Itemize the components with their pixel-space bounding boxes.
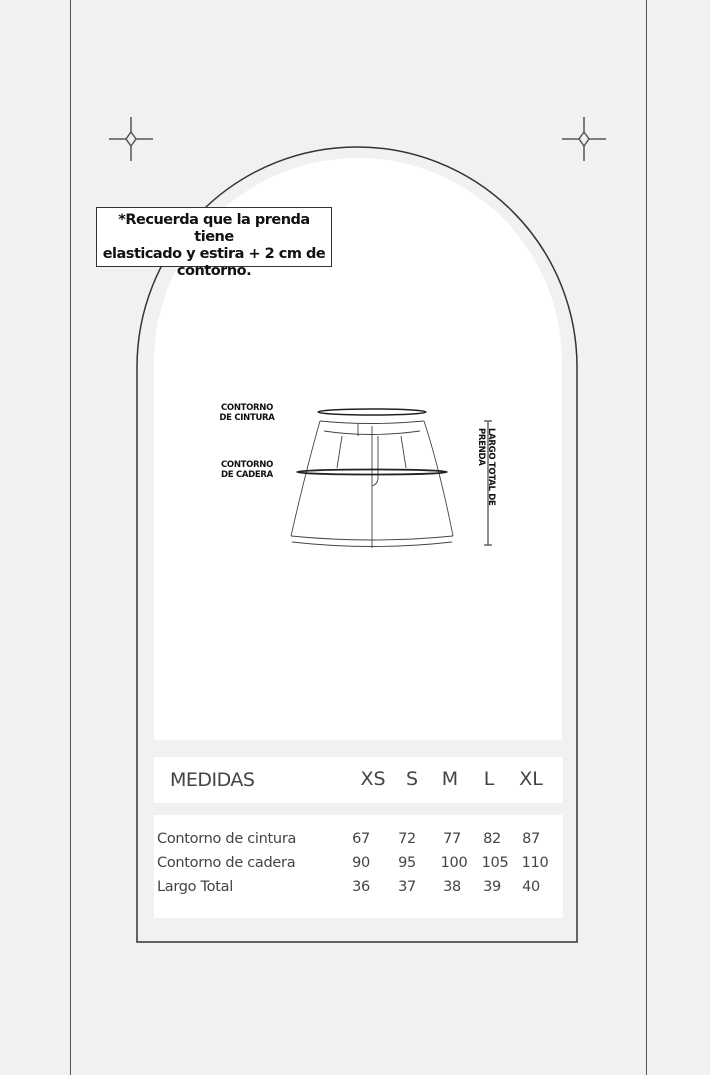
table-cell: 105 bbox=[481, 855, 509, 871]
size-table-body bbox=[154, 815, 563, 918]
table-cell: 95 bbox=[398, 855, 416, 871]
table-cell: 38 bbox=[443, 879, 461, 895]
size-header: M bbox=[441, 768, 459, 790]
size-table-header bbox=[154, 757, 563, 803]
table-cell: 72 bbox=[398, 831, 416, 847]
waist-label: CONTORNO DE CINTURA bbox=[219, 403, 275, 423]
sparkle-icon bbox=[562, 117, 606, 161]
length-label: LARGO TOTAL DE PRENDA bbox=[476, 428, 496, 506]
table-cell: 87 bbox=[522, 831, 540, 847]
size-header: L bbox=[483, 768, 495, 790]
row-label: Largo Total bbox=[157, 879, 233, 895]
table-cell: 110 bbox=[521, 855, 549, 871]
table-cell: 67 bbox=[352, 831, 370, 847]
table-cell: 37 bbox=[398, 879, 416, 895]
table-cell: 39 bbox=[483, 879, 501, 895]
size-header: S bbox=[405, 768, 419, 790]
elastic-note bbox=[96, 207, 332, 279]
table-cell: 100 bbox=[440, 855, 468, 871]
sparkle-icon bbox=[109, 117, 153, 161]
note-line-1: *Recuerda que la prenda tiene bbox=[118, 212, 310, 245]
table-cell: 77 bbox=[443, 831, 461, 847]
row-label: Contorno de cintura bbox=[157, 831, 297, 847]
row-label: Contorno de cadera bbox=[157, 855, 296, 871]
note-line-3: contorno. bbox=[176, 263, 252, 279]
size-header: XS bbox=[360, 768, 386, 790]
size-header: XL bbox=[519, 768, 543, 790]
table-title: MEDIDAS bbox=[170, 769, 255, 791]
table-cell: 82 bbox=[483, 831, 501, 847]
note-line-2: elasticado y estira + 2 cm de bbox=[102, 246, 326, 262]
table-cell: 40 bbox=[522, 879, 540, 895]
hip-label: CONTORNO DE CADERA bbox=[220, 460, 274, 480]
table-cell: 90 bbox=[352, 855, 370, 871]
table-cell: 36 bbox=[352, 879, 370, 895]
